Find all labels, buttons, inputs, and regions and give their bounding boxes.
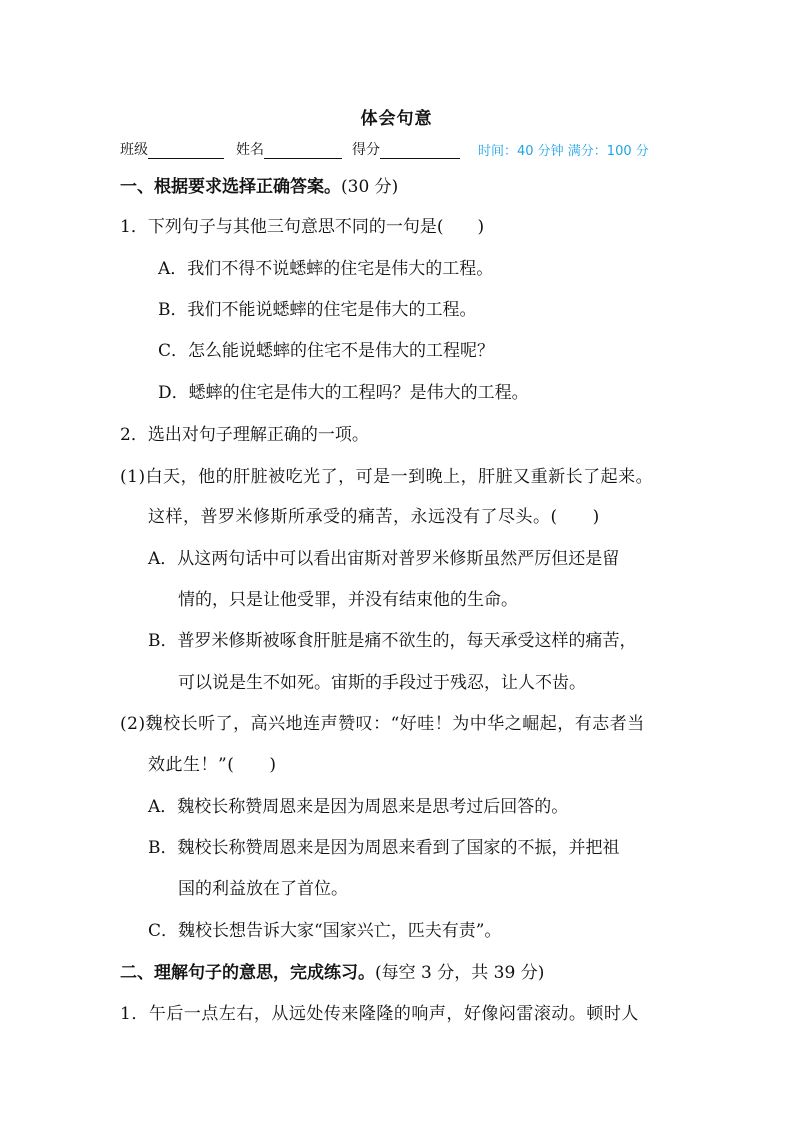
q2-sub2-option-b[interactable]: B．魏校长称赞周恩来是因为周恩来看到了国家的不振，并把祖 <box>148 838 620 858</box>
score-blank[interactable] <box>380 144 460 159</box>
q1-option-a[interactable]: A．我们不得不说蟋蟀的住宅是伟大的工程。 <box>158 259 494 279</box>
q2-sub1-line1: (1)白天，他的肝脏被吃光了，可是一到晚上，肝脏又重新长了起来。 <box>120 467 654 487</box>
name-label: 姓名 <box>236 142 264 158</box>
q2-sub1-option-a-cont: 情的，只是让他受罪，并没有结束他的生命。 <box>178 590 518 610</box>
score-label: 得分 <box>352 142 380 158</box>
q1-stem: 1．下列句子与其他三句意思不同的一句是( ) <box>120 217 485 237</box>
q2-sub1-option-a[interactable]: A．从这两句话中可以看出宙斯对普罗米修斯虽然严厉但还是留 <box>148 549 620 569</box>
q1-option-c[interactable]: C．怎么能说蟋蟀的住宅不是伟大的工程呢？ <box>158 341 495 361</box>
section2-heading-text: 二、理解句子的意思，完成练习。 <box>120 963 375 983</box>
class-blank[interactable] <box>148 144 224 159</box>
section1-score: (30 分) <box>341 177 399 197</box>
section2-q1-line1: 1．午后一点左右，从远处传来隆隆的响声，好像闷雷滚动。顿时人 <box>120 1004 639 1024</box>
section2-heading <box>120 958 544 983</box>
section2-score: (每空 3 分，共 39 分) <box>375 963 545 983</box>
q2-sub2-option-b-cont: 国的利益放在了首位。 <box>178 879 348 899</box>
q2-sub1-line2: 这样，普罗米修斯所承受的痛苦，永远没有了尽头。( ) <box>148 507 600 527</box>
name-blank[interactable] <box>264 144 342 159</box>
student-info-row <box>120 139 680 159</box>
section1-heading <box>120 172 398 197</box>
q1-option-b[interactable]: B．我们不能说蟋蟀的住宅是伟大的工程。 <box>158 300 477 320</box>
q2-sub2-line2: 效此生！”( ) <box>148 755 277 775</box>
q2-sub2-option-c[interactable]: C．魏校长想告诉大家“国家兴亡，匹夫有责”。 <box>148 921 502 941</box>
q2-sub1-option-b[interactable]: B．普罗米修斯被啄食肝脏是痛不欲生的，每天承受这样的痛苦， <box>148 631 637 651</box>
q1-option-d[interactable]: D．蟋蟀的住宅是伟大的工程吗？是伟大的工程。 <box>158 383 529 403</box>
q2-stem: 2．选出对句子理解正确的一项。 <box>120 425 369 445</box>
time-score-info: 时间：40 分钟 满分：100 分 <box>478 144 649 159</box>
class-label: 班级 <box>120 142 148 158</box>
section1-heading-text: 一、根据要求选择正确答案。 <box>120 177 341 197</box>
q2-sub2-option-a[interactable]: A．魏校长称赞周恩来是因为周恩来是思考过后回答的。 <box>148 797 569 817</box>
q2-sub2-line1: (2)魏校长听了，高兴地连声赞叹：“好哇！为中华之崛起，有志者当 <box>120 714 645 734</box>
page-title: 体会句意 <box>360 109 433 129</box>
q2-sub1-option-b-cont: 可以说是生不如死。宙斯的手段过于残忍，让人不齿。 <box>178 673 586 693</box>
